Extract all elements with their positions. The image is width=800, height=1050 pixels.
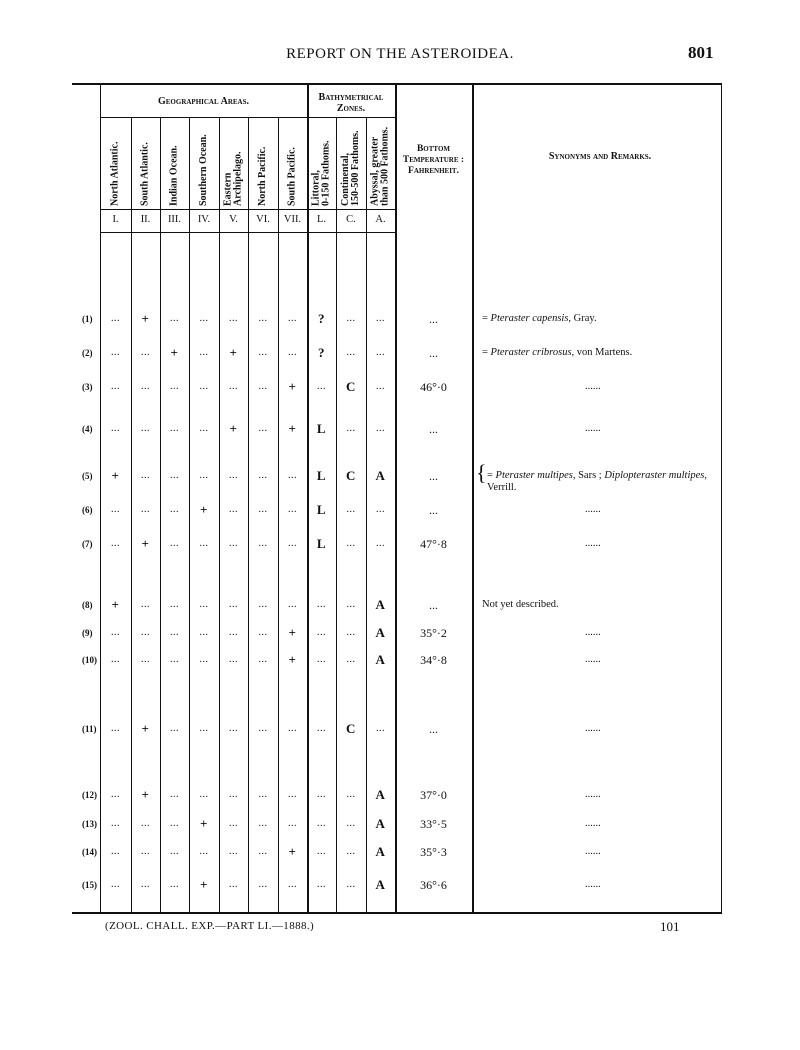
table-cell: ...: [170, 627, 179, 638]
table-cell: ...: [288, 789, 297, 800]
table-cell: ...: [141, 846, 150, 857]
table-cell: ...: [170, 846, 179, 857]
remarks-cell: ......: [585, 818, 601, 829]
temperature-cell: ...: [429, 346, 438, 360]
table-cell: ...: [111, 846, 120, 857]
table-cell: ...: [376, 347, 385, 358]
table-cell: +: [141, 536, 150, 551]
table-cell: ...: [376, 504, 385, 515]
table-cell: +: [288, 421, 297, 436]
table-cell: L: [316, 502, 327, 517]
row-label: (13): [82, 819, 97, 829]
remarks-cell: ......: [585, 538, 601, 549]
column-heading-area0: North Atlantic.: [109, 141, 121, 206]
table-cell: ...: [376, 723, 385, 734]
table-cell: ...: [170, 381, 179, 392]
table-cell: ...: [199, 538, 209, 549]
table-cell: ...: [346, 599, 356, 610]
table-cell: ...: [111, 423, 120, 434]
table-cell: ...: [317, 879, 326, 890]
table-cell: ...: [111, 818, 120, 829]
column-heading-zone1: Continental, 150-500 Fathoms.: [340, 130, 361, 206]
temperature-cell: 36°·6: [420, 878, 447, 892]
table-cell: ...: [141, 504, 150, 515]
table-cell: ...: [199, 599, 209, 610]
table-cell: ...: [170, 538, 179, 549]
temperature-cell: 34°·8: [420, 653, 447, 667]
table-cell: ...: [141, 654, 150, 665]
table-cell: ...: [199, 789, 209, 800]
remarks-cell: ......: [585, 381, 601, 392]
table-cell: ...: [346, 504, 356, 515]
table-cell: ...: [258, 313, 268, 324]
table-cell: ...: [170, 599, 179, 610]
table-cell: ...: [317, 627, 326, 638]
row-label: (15): [82, 880, 97, 890]
row-label: (6): [82, 505, 93, 515]
temperature-cell: ...: [429, 312, 438, 326]
table-cell: +: [141, 311, 150, 326]
table-cell: ...: [346, 423, 356, 434]
column-heading-area4: Eastern Archipelago.: [222, 151, 244, 206]
table-cell: L: [316, 421, 327, 436]
remarks-cell: ......: [585, 654, 601, 665]
table-cell: ...: [258, 846, 268, 857]
table-cell: C: [346, 721, 356, 736]
column-rule: [721, 83, 722, 912]
table-cell: ...: [317, 381, 326, 392]
table-cell: ...: [288, 818, 297, 829]
table-cell: +: [170, 345, 179, 360]
table-cell: ...: [258, 879, 268, 890]
table-cell: ...: [376, 423, 385, 434]
table-cell: +: [141, 721, 150, 736]
table-cell: ...: [229, 538, 238, 549]
table-cell: ...: [170, 789, 179, 800]
page-number: 801: [688, 43, 714, 62]
row-label: (1): [82, 314, 93, 324]
table-cell: ...: [258, 789, 268, 800]
table-cell: ...: [258, 723, 268, 734]
remarks-cell: ......: [585, 846, 601, 857]
table-cell: ...: [317, 789, 326, 800]
table-cell: ...: [199, 313, 209, 324]
table-cell: ...: [229, 846, 238, 857]
table-cell: ...: [170, 313, 179, 324]
table-cell: ...: [258, 627, 268, 638]
row-label: (14): [82, 847, 97, 857]
bathymetrical-zones-heading: Bathymetrical Zones.: [318, 92, 384, 114]
table-cell: ...: [199, 381, 209, 392]
row-label: (9): [82, 628, 93, 638]
column-numeral-zone2: A.: [375, 214, 386, 225]
table-cell: ...: [111, 627, 120, 638]
table-cell: ...: [317, 723, 326, 734]
table-cell: ...: [199, 470, 209, 481]
table-cell: A: [375, 468, 386, 483]
table-cell: ...: [229, 381, 238, 392]
column-heading-area3: Southern Ocean.: [198, 134, 209, 206]
temperature-cell: 35°·3: [420, 845, 447, 859]
table-cell: ...: [199, 423, 209, 434]
table-cell: ...: [346, 818, 356, 829]
table-cell: +: [200, 877, 208, 892]
remarks-cell: = Pteraster multipes, Sars ; Diplopteraster multipes, Verrill.: [487, 470, 708, 493]
temperature-cell: 33°·5: [420, 817, 447, 831]
table-cell: ...: [258, 538, 268, 549]
column-heading-area5: North Pacific.: [257, 146, 268, 206]
table-cell: ...: [288, 599, 297, 610]
table-cell: ...: [258, 599, 268, 610]
column-numeral-area0: I.: [112, 214, 119, 225]
table-cell: ...: [229, 627, 238, 638]
table-cell: +: [288, 625, 297, 640]
table-cell: +: [141, 787, 150, 802]
remarks-cell: Not yet described.: [482, 599, 559, 610]
table-cell: C: [346, 468, 356, 483]
table-cell: ...: [258, 381, 268, 392]
table-cell: L: [316, 468, 327, 483]
table-cell: ...: [376, 381, 385, 392]
table-bottom-rule: [72, 912, 722, 914]
table-cell: +: [288, 652, 297, 667]
table-cell: ...: [141, 818, 150, 829]
table-cell: ...: [258, 423, 268, 434]
table-top-rule: [72, 83, 722, 85]
table-cell: ...: [258, 347, 268, 358]
table-cell: ...: [229, 313, 238, 324]
table-cell: ...: [258, 818, 268, 829]
table-cell: ...: [199, 627, 209, 638]
table-cell: ...: [288, 538, 297, 549]
table-cell: ...: [111, 313, 120, 324]
column-numeral-zone0: L.: [316, 214, 327, 225]
table-cell: ?: [318, 311, 325, 326]
table-cell: ...: [111, 504, 120, 515]
table-cell: ...: [346, 846, 356, 857]
column-numeral-area4: V.: [229, 214, 238, 225]
table-cell: ...: [141, 627, 150, 638]
table-cell: ...: [346, 538, 356, 549]
table-cell: ...: [141, 599, 150, 610]
table-cell: ...: [111, 538, 120, 549]
row-label: (12): [82, 790, 97, 800]
table-cell: ...: [111, 789, 120, 800]
table-cell: +: [288, 379, 297, 394]
table-cell: ...: [317, 599, 326, 610]
table-cell: A: [375, 877, 386, 892]
geographical-areas-heading: Geographical Areas.: [157, 96, 249, 107]
table-cell: ...: [229, 789, 238, 800]
table-cell: ...: [199, 846, 209, 857]
table-cell: ...: [170, 470, 179, 481]
table-cell: ...: [170, 423, 179, 434]
table-cell: ...: [288, 313, 297, 324]
table-cell: A: [375, 787, 386, 802]
temperature-cell: 35°·2: [420, 626, 447, 640]
table-cell: ...: [317, 846, 326, 857]
table-cell: ...: [258, 504, 268, 515]
table-cell: ...: [346, 789, 356, 800]
column-numeral-area6: VII.: [283, 214, 302, 225]
table-cell: ...: [170, 818, 179, 829]
table-cell: ...: [317, 654, 326, 665]
table-cell: A: [375, 816, 386, 831]
temperature-cell: 47°·8: [420, 537, 447, 551]
table-cell: ...: [141, 381, 150, 392]
table-cell: +: [200, 502, 208, 517]
column-heading-zone0: Littoral, 0-150 Fathoms.: [310, 140, 332, 206]
bathy-header-rule: [307, 117, 395, 118]
remarks-brace: {: [476, 460, 487, 485]
bottom-temperature-heading: Bottom Temperature : Fahrenheit.: [402, 144, 465, 176]
table-cell: ...: [170, 879, 179, 890]
table-cell: +: [111, 597, 120, 612]
temperature-cell: 46°·0: [420, 380, 447, 394]
table-cell: ...: [111, 347, 120, 358]
row-label: (5): [82, 471, 93, 481]
running-head: REPORT ON THE ASTEROIDEA.: [286, 46, 514, 62]
table-cell: ...: [141, 423, 150, 434]
temperature-cell: 37°·0: [420, 788, 447, 802]
column-numeral-zone1: C.: [346, 214, 356, 225]
table-cell: ...: [346, 313, 356, 324]
column-numeral-area1: II.: [140, 214, 151, 225]
temperature-cell: ...: [429, 469, 438, 483]
row-label: (2): [82, 348, 93, 358]
table-cell: ...: [288, 723, 297, 734]
table-cell: ...: [258, 654, 268, 665]
table-cell: ...: [229, 818, 238, 829]
table-cell: ...: [229, 723, 238, 734]
table-cell: +: [288, 844, 297, 859]
column-rule: [472, 83, 474, 912]
temperature-cell: ...: [429, 503, 438, 517]
table-cell: ...: [229, 879, 238, 890]
table-cell: A: [375, 597, 386, 612]
row-label: (8): [82, 600, 93, 610]
remarks-cell: = Pteraster capensis, Gray.: [482, 313, 597, 324]
row-label: (7): [82, 539, 93, 549]
table-cell: ...: [199, 654, 209, 665]
table-cell: ...: [288, 470, 297, 481]
table-cell: ...: [229, 504, 238, 515]
table-cell: ...: [346, 879, 356, 890]
table-cell: ...: [199, 347, 209, 358]
table-cell: ...: [288, 879, 297, 890]
column-numeral-area2: III.: [167, 214, 182, 225]
table-cell: ...: [111, 723, 120, 734]
column-numeral-area3: IV.: [197, 214, 211, 225]
table-cell: ...: [141, 879, 150, 890]
table-cell: ...: [141, 347, 150, 358]
row-label: (4): [82, 424, 93, 434]
table-cell: +: [229, 421, 238, 436]
table-cell: ...: [346, 654, 356, 665]
table-cell: ...: [258, 470, 268, 481]
table-cell: ...: [111, 879, 120, 890]
remarks-cell: ......: [585, 723, 601, 734]
table-cell: ...: [199, 723, 209, 734]
synonyms-remarks-heading: Synonyms and Remarks.: [548, 151, 652, 162]
column-heading-area2: Indian Ocean.: [168, 145, 180, 206]
table-cell: ?: [318, 345, 325, 360]
remarks-cell: ......: [585, 504, 601, 515]
temperature-cell: ...: [429, 598, 438, 612]
remarks-cell: = Pteraster cribrosus, von Martens.: [482, 347, 633, 358]
table-cell: ...: [229, 470, 238, 481]
table-cell: ...: [170, 504, 179, 515]
table-cell: ...: [346, 347, 356, 358]
table-cell: ...: [141, 470, 150, 481]
footer-signature: 101: [660, 919, 680, 934]
table-cell: ...: [288, 347, 297, 358]
temperature-cell: ...: [429, 422, 438, 436]
table-cell: C: [346, 379, 356, 394]
row-label: (11): [82, 724, 97, 734]
table-cell: ...: [229, 599, 238, 610]
row-label: (10): [82, 655, 97, 665]
column-heading-area6: South Pacific.: [286, 147, 298, 206]
table-cell: A: [375, 652, 386, 667]
column-numeral-area5: VI.: [256, 214, 270, 225]
table-cell: ...: [170, 654, 179, 665]
table-cell: A: [375, 844, 386, 859]
table-cell: ...: [376, 313, 385, 324]
table-cell: ...: [288, 504, 297, 515]
table-cell: +: [200, 816, 208, 831]
table-cell: A: [375, 625, 386, 640]
table-cell: ...: [346, 627, 356, 638]
table-cell: ...: [229, 654, 238, 665]
remarks-cell: ......: [585, 789, 601, 800]
column-heading-zone2: Abyssal, greater than 500 Fathoms.: [369, 126, 391, 206]
remarks-cell: ......: [585, 423, 601, 434]
table-cell: ...: [317, 818, 326, 829]
table-cell: +: [229, 345, 238, 360]
temperature-cell: ...: [429, 722, 438, 736]
table-cell: ...: [170, 723, 179, 734]
remarks-cell: ......: [585, 879, 601, 890]
remarks-cell: ......: [585, 627, 601, 638]
table-cell: L: [316, 536, 327, 551]
footer-citation: (ZOOL. CHALL. EXP.—PART LI.—1888.): [105, 920, 315, 932]
table-cell: +: [111, 468, 120, 483]
column-heading-area1: South Atlantic.: [139, 142, 151, 206]
table-cell: ...: [111, 654, 120, 665]
table-cell: ...: [376, 538, 385, 549]
table-cell: ...: [111, 381, 120, 392]
row-label: (3): [82, 382, 93, 392]
